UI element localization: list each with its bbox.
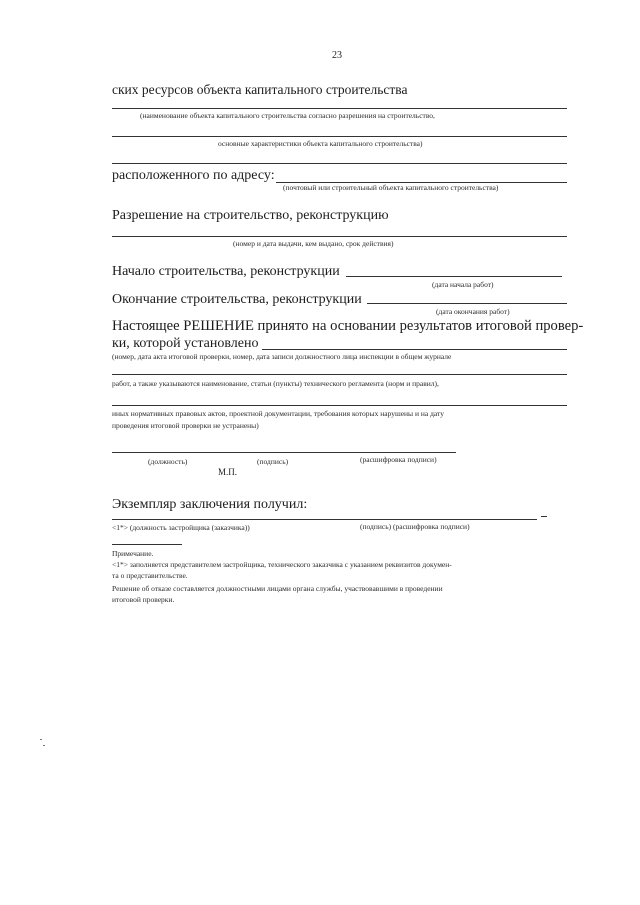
decision-line-b bbox=[112, 374, 567, 375]
caption-permit: (номер и дата выдачи, кем выдано, срок действия) bbox=[233, 239, 394, 248]
scan-speck bbox=[43, 745, 45, 746]
caption-decision-2: работ, а также указываются наименование, статьи (пункты) технического регламента (норм и правил), bbox=[112, 379, 439, 388]
page-number: 23 bbox=[332, 50, 342, 61]
copy-label: Экземпляр заключения получил: bbox=[112, 497, 308, 512]
note-title: Примечание. bbox=[112, 549, 154, 558]
decision-line-c bbox=[112, 405, 567, 406]
scan-speck bbox=[40, 739, 42, 740]
characteristics-line bbox=[112, 136, 567, 137]
object-name-line bbox=[112, 108, 567, 109]
note-line-1: <1*> заполняется представителем застройщика, технического заказчика с указанием реквизитов докумен- bbox=[112, 560, 452, 569]
note-line-2: та о представительстве. bbox=[112, 571, 188, 580]
copy-line-tail bbox=[541, 516, 547, 517]
sign-position: (должность) bbox=[148, 457, 188, 466]
caption-object-name: (наименование объекта капитального строительства согласно разрешения на строительство, bbox=[140, 111, 435, 120]
signature-line bbox=[112, 452, 456, 453]
start-line bbox=[346, 276, 562, 277]
decision-line bbox=[262, 349, 567, 350]
end-label: Окончание строительства, реконструкции bbox=[112, 292, 362, 307]
end-line bbox=[367, 303, 567, 304]
caption-decision-3: иных нормативных правовых актов, проектной документации, требования которых нарушены и на дату bbox=[112, 409, 444, 418]
decision-line-1: Настоящее РЕШЕНИЕ принято на основании результатов итоговой провер- bbox=[112, 318, 584, 334]
address-label: расположенного по адресу: bbox=[112, 168, 275, 183]
caption-decision-1: (номер, дата акта итоговой проверки, номер, дата записи должностного лица инспекции в общем журнале bbox=[112, 352, 452, 361]
caption-decision-4: проведения итоговой проверки не устранены) bbox=[112, 421, 259, 430]
caption-end: (дата окончания работ) bbox=[436, 307, 510, 316]
caption-start: (дата начала работ) bbox=[432, 280, 494, 289]
start-label: Начало строительства, реконструкции bbox=[112, 264, 340, 279]
characteristics-line-2 bbox=[112, 163, 567, 164]
heading-line: ских ресурсов объекта капитального строительства bbox=[112, 82, 408, 97]
permit-label: Разрешение на строительство, реконструкцию bbox=[112, 208, 389, 223]
sign-signature: (подпись) bbox=[257, 457, 289, 466]
sign-decoding: (расшифровка подписи) bbox=[360, 455, 437, 464]
decision-line-2: ки, которой установлено bbox=[112, 336, 259, 351]
copy-line bbox=[112, 519, 537, 520]
caption-characteristics: основные характеристики объекта капитального строительства) bbox=[218, 139, 423, 148]
stamp-mark: М.П. bbox=[218, 467, 238, 477]
note-line-4: итоговой проверки. bbox=[112, 595, 175, 604]
copy-caption-right: (подпись) (расшифровка подписи) bbox=[360, 522, 470, 531]
permit-line bbox=[112, 236, 567, 237]
note-line-3: Решение об отказе составляется должностными лицами органа службы, участвовавшими в проведении bbox=[112, 584, 443, 593]
note-divider bbox=[112, 544, 182, 545]
caption-address: (почтовый или строительный объекта капитального строительства) bbox=[283, 183, 499, 192]
copy-caption-left: <1*> (должность застройщика (заказчика)) bbox=[112, 523, 250, 532]
